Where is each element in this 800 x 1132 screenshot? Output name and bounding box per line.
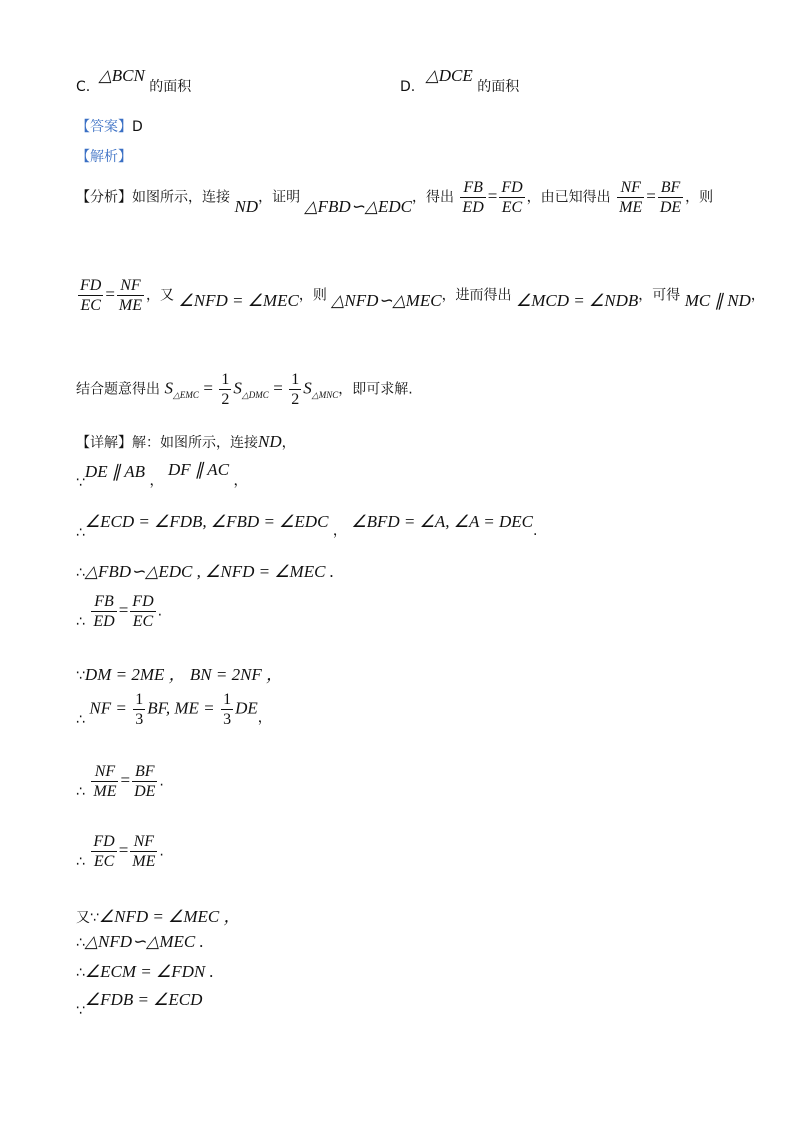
text: ，证明 — [258, 189, 301, 206]
numerator: 1 — [221, 371, 230, 388]
equals: = — [118, 600, 129, 620]
text: ， — [281, 435, 296, 451]
option-d-label: D. — [400, 79, 416, 95]
numerator: FB — [91, 592, 116, 612]
subscript: △MNC — [311, 389, 339, 400]
answer-value: D — [132, 119, 143, 135]
detail-line-12 — [76, 962, 214, 982]
fraction — [78, 276, 103, 315]
math: △NFD∽△MEC . — [84, 932, 204, 951]
fenxi-tag: 【分析】 — [76, 189, 132, 206]
math: ∠FDB = ∠ECD — [84, 990, 203, 1009]
equals: = — [487, 186, 498, 206]
text: 又 — [76, 910, 90, 926]
denominator: ED — [93, 613, 115, 630]
numerator: NF — [117, 276, 144, 296]
fraction-half — [289, 370, 301, 409]
fraction-half — [219, 370, 231, 409]
because-symbol: ∵ — [76, 668, 85, 684]
detail-line-3 — [76, 512, 538, 541]
therefore-symbol: ∴ — [76, 711, 85, 728]
denominator: 2 — [221, 391, 230, 408]
text: ， — [750, 287, 765, 304]
denominator: ME — [118, 297, 143, 314]
numerator: FD — [93, 833, 115, 850]
fraction — [91, 832, 116, 871]
numerator: BF — [658, 178, 683, 198]
math: ∠ECD = ∠FDB, ∠FBD = ∠EDC — [84, 512, 329, 531]
text: ，即可求解. — [338, 381, 413, 398]
detail-line-13 — [76, 990, 203, 1019]
math: DF ∥ AC — [167, 460, 230, 479]
numerator: BF — [132, 762, 157, 782]
equals: = — [118, 840, 129, 860]
detail-line-4 — [76, 562, 334, 582]
math-nd: ND — [258, 432, 282, 451]
detail-tag: 【详解】 — [76, 435, 132, 451]
numerator: NF — [617, 178, 644, 198]
math: ∠BFD = ∠A, ∠A = DEC — [351, 512, 533, 531]
equals: = — [120, 770, 131, 790]
fraction — [91, 592, 116, 631]
denominator: EC — [93, 853, 115, 870]
numerator: FD — [80, 277, 102, 294]
therefore-symbol: ∴ — [76, 565, 85, 581]
detail-line-8 — [76, 762, 164, 801]
text: ，可得 — [638, 287, 681, 304]
text: ，又 — [146, 287, 175, 304]
analysis-heading — [76, 146, 132, 166]
text: . — [159, 773, 164, 790]
text: ， — [233, 473, 248, 489]
option-c — [76, 66, 192, 96]
math: DE ∥ AB — [84, 462, 146, 481]
fraction — [130, 832, 157, 871]
numerator: FD — [132, 593, 154, 610]
fraction — [658, 178, 683, 217]
numerator: NF — [91, 762, 118, 782]
denominator: ME — [132, 853, 156, 870]
math-parallel: MC ∥ ND — [684, 290, 751, 310]
detail-line-6 — [76, 660, 283, 685]
option-c-label: C. — [76, 79, 91, 95]
denominator: EC — [501, 199, 523, 216]
option-d — [400, 66, 520, 96]
denominator: EC — [132, 613, 154, 630]
text: 结合题意得出 — [76, 381, 160, 398]
text: 如图所示，连接 — [132, 189, 230, 206]
detail-line-11 — [76, 932, 204, 952]
area-symbol: S — [303, 378, 312, 398]
fraction — [91, 762, 118, 801]
denominator: ED — [462, 199, 484, 216]
fraction-third — [133, 690, 145, 729]
math: DE — [235, 698, 258, 718]
math: △FBD∽△EDC , ∠NFD = ∠MEC . — [84, 562, 334, 581]
denominator: ME — [619, 199, 643, 216]
subscript: △DMC — [241, 389, 269, 400]
math: DM = 2ME ， BN = 2NF ， — [84, 665, 284, 684]
subscript: △EMC — [172, 389, 199, 400]
answer-tag: 【答案】 — [76, 119, 132, 135]
numerator: NF — [130, 832, 157, 852]
numerator: 1 — [223, 691, 232, 708]
denominator: DE — [134, 783, 156, 800]
detail-line-9 — [76, 832, 164, 871]
denominator: DE — [659, 199, 682, 216]
detail-line-10 — [76, 902, 241, 927]
fraction — [460, 178, 485, 217]
analysis-tag: 【解析】 — [76, 149, 132, 165]
because-symbol: ∵ — [76, 1003, 85, 1019]
math-nd: ND — [234, 196, 259, 216]
numerator: FD — [501, 179, 523, 196]
fraction — [117, 276, 144, 315]
text: ， — [149, 473, 164, 489]
option-c-expression: △BCN — [98, 66, 145, 85]
equals: = — [646, 186, 656, 206]
text: . — [533, 523, 538, 539]
text: . — [157, 603, 163, 620]
analysis-line-1 — [76, 178, 713, 217]
fraction — [132, 762, 157, 801]
text: ，由已知得出 — [526, 189, 611, 206]
therefore-symbol: ∴ — [76, 853, 85, 870]
math: ∠NFD = ∠MEC ， — [98, 907, 241, 926]
text: . — [159, 843, 164, 860]
math: BF, ME = — [147, 698, 215, 718]
option-d-text: 的面积 — [477, 79, 520, 95]
detail-line-2 — [76, 460, 248, 491]
equals: = — [105, 284, 115, 304]
numerator: 1 — [135, 691, 144, 708]
therefore-symbol: ∴ — [76, 525, 85, 541]
therefore-symbol: ∴ — [76, 613, 85, 630]
equals: = — [273, 378, 283, 398]
math-angle-1: ∠NFD = ∠MEC — [178, 290, 299, 310]
denominator: EC — [80, 297, 101, 314]
option-c-text: 的面积 — [149, 79, 192, 95]
text: ， — [257, 709, 272, 726]
detail-line-1 — [76, 432, 296, 452]
fraction — [617, 178, 644, 217]
math-similar-2: △NFD∽△MEC — [331, 290, 442, 310]
denominator: ME — [93, 783, 117, 800]
analysis-line-2 — [76, 276, 765, 315]
numerator: FB — [460, 178, 485, 198]
equals: = — [203, 378, 213, 398]
analysis-line-3 — [76, 370, 413, 409]
area-symbol: S — [233, 378, 242, 398]
denominator: 3 — [223, 711, 232, 728]
text: ，进而得出 — [441, 287, 512, 304]
answer-line — [76, 116, 143, 136]
denominator: 3 — [135, 711, 144, 728]
text: ， — [332, 523, 347, 539]
text: ，则 — [298, 287, 327, 304]
text: ，得出 — [411, 189, 454, 206]
denominator: 2 — [291, 391, 300, 408]
math-angle-2: ∠MCD = ∠NDB — [516, 290, 639, 310]
option-d-expression: △DCE — [425, 66, 473, 85]
therefore-symbol: ∴ — [76, 935, 85, 951]
because-symbol: ∵ — [76, 475, 85, 491]
math: NF = — [89, 698, 127, 718]
numerator: 1 — [291, 371, 300, 388]
fraction-third — [221, 690, 233, 729]
text: ，则 — [685, 189, 714, 206]
detail-line-7 — [76, 690, 272, 729]
math: ∠ECM = ∠FDN . — [84, 962, 214, 981]
text: 解：如图所示，连接 — [132, 435, 258, 451]
detail-line-5 — [76, 592, 162, 631]
therefore-symbol: ∴ — [76, 783, 85, 800]
fraction — [499, 178, 524, 217]
because-symbol: ∵ — [90, 910, 99, 926]
fraction — [130, 592, 155, 631]
math-similar-1: △FBD∽△EDC — [304, 196, 412, 216]
area-symbol: S — [164, 378, 173, 398]
therefore-symbol: ∴ — [76, 965, 85, 981]
